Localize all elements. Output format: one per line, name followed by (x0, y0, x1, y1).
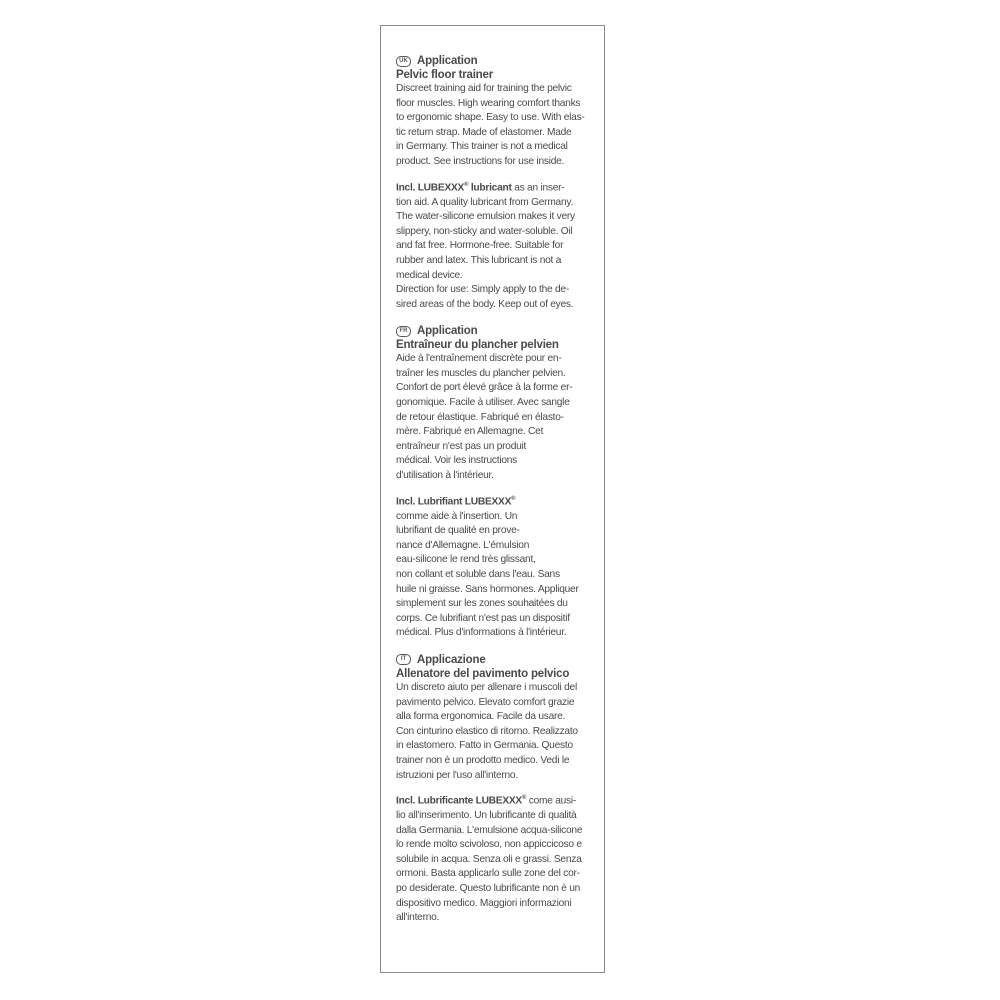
section-uk-subtitle: Pelvic floor trainer (396, 69, 493, 81)
section-uk-lubricant-label-suffix: lubricant (468, 181, 512, 193)
section-it-header (396, 653, 591, 667)
section-fr-subtitle: Entraîneur du plancher pelvien (396, 339, 559, 352)
section-fr-description: Aide à l'entraînement discrète pour en- traîner les muscles du plancher pelvien. Confort de port élevé grâce à la forme er- gonomique. Facile à utiliser. Avec sangle de retour élastique. Fabriqué en élasto- mère. Fabriqué en Allemagne. Cet entraîneur n'est pas un produit médical. Voir les instructions d'utilisation à l'intérieur. (396, 353, 573, 482)
section-it-heading: Applicazione (417, 653, 486, 666)
section-it (396, 653, 591, 926)
label-content (396, 54, 591, 938)
product-label-panel (380, 25, 605, 973)
section-it-lubricant-label: Incl. Lubrificante LUBEXXX (396, 795, 522, 807)
registered-mark: ® (464, 181, 469, 188)
section-it-lubricant (396, 791, 591, 926)
section-uk-lubricant-text: as an inser- tion aid. A quality lubricant from Germany. The water-silicone emulsion makes it very slippery, non-sticky and water-soluble. Oil and fat free. Hormone-free. Suitable for rubber and latex. This lubricant is not a medical device. Direction for use: Simply apply to the de- sired areas of the body. Keep out of eyes. (396, 181, 575, 310)
section-uk-header (396, 54, 591, 68)
registered-mark: ® (521, 795, 527, 802)
section-uk-heading: Application (417, 55, 478, 67)
section-uk (396, 54, 591, 312)
section-it-lubricant-text: come ausi- lio all'inserimento. Un lubrificante di qualità dalla Germania. L'emulsione acqua-silicone lo rende molto scivoloso, non appiccicoso e solubile in acqua. Senza oli e grassi. Senza ormoni. Basta applicarlo sulle zone del cor- po desiderate. Questo lubrificante non è un dispositivo medico. Maggiori informazioni all'interno. (396, 795, 583, 924)
section-fr-header (396, 324, 591, 338)
section-fr-lubricant-label: Incl. Lubrifiant LUBEXXX (396, 496, 512, 508)
language-badge-uk: UK (396, 56, 411, 67)
registered-mark: ® (511, 495, 516, 502)
section-it-description: Un discreto aiuto per allenare i muscoli del pavimento pelvico. Elevato comfort grazie alla forma ergonomica. Facile da usare. Con cinturino elastico di ritorno. Realizzato in elastomero. Fatto in Germania. Questo trainer non è un prodotto medico. Vedi le istruzioni per l'uso all'interno. (396, 681, 578, 781)
language-badge-fr: FR (396, 326, 411, 337)
section-fr-lubricant-text: comme aide à l'insertion. Un lubrifiant de qualité en prove- nance d'Allemagne. L'émulsion eau-silicone le rend très glissant, non collant et soluble dans l'eau. Sans huile ni graisse. Sans hormones. Appliquer simplement sur les zones souhaitées du corps. Ce lubrifiant n'est pas un dispositif médical. Plus d'informations à l'intérieur. (396, 510, 579, 639)
section-uk-lubricant (396, 178, 591, 313)
section-uk-lubricant-label: Incl. LUBEXXX (396, 181, 465, 193)
section-fr (396, 324, 591, 641)
language-badge-it: IT (396, 654, 411, 665)
section-it-subtitle: Allenatore del pavimento pelvico (396, 667, 570, 680)
section-fr-lubricant (396, 492, 591, 641)
section-uk-description: Discreet training aid for training the pelvic floor muscles. High wearing comfort thanks to ergonomic shape. Easy to use. With elas- tic return strap. Made of elastomer. Made in Germany. This trainer is not a medical product. See instructions for use inside. (396, 83, 585, 167)
section-fr-heading: Application (417, 325, 478, 338)
